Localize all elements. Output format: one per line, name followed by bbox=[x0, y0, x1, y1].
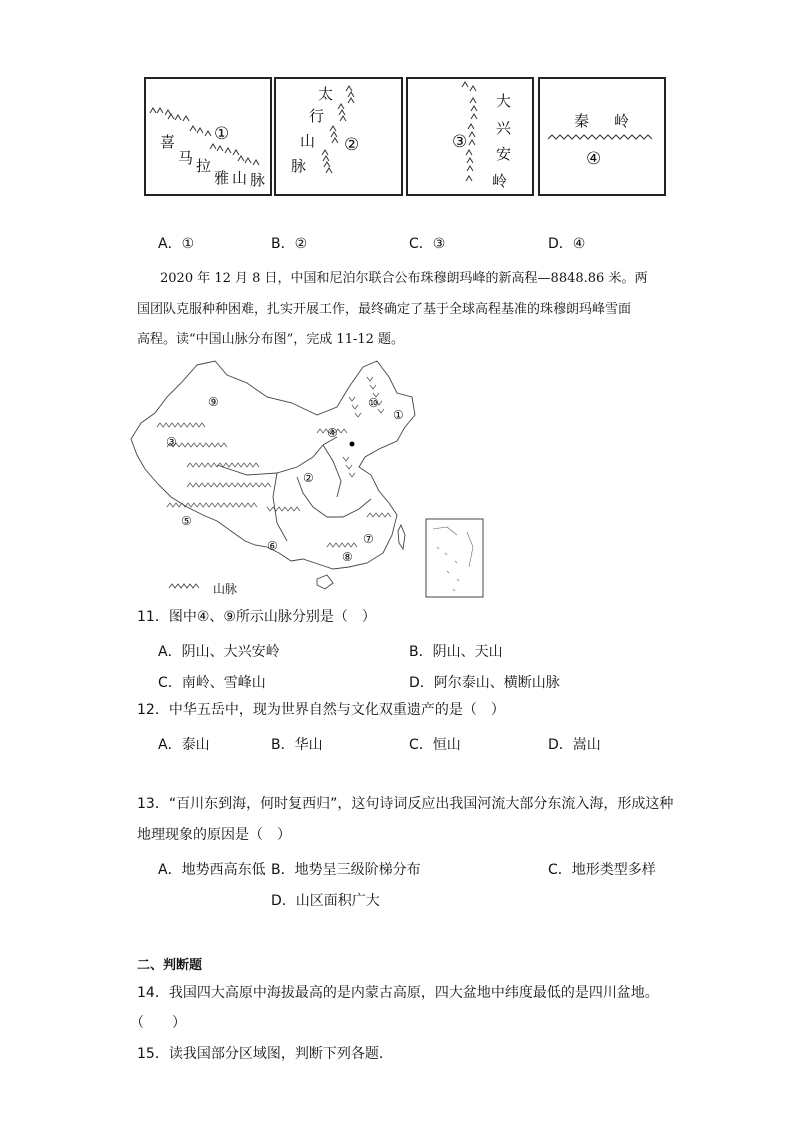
q12-option-d[interactable]: D．嵩山 bbox=[548, 737, 601, 753]
q13-option-d[interactable]: D．山区面积广大 bbox=[271, 893, 380, 909]
q13-stem-line-2: 地理现象的原因是（ ） bbox=[137, 827, 291, 843]
q13-option-b[interactable]: B．地势呈三级阶梯分布 bbox=[271, 862, 421, 878]
box4-circle-label: ④ bbox=[586, 149, 602, 169]
mountain-icons-4 bbox=[540, 79, 664, 194]
box4-char-2: 岭 bbox=[614, 112, 630, 130]
box1-circle-label: ① bbox=[214, 124, 230, 144]
hainan-island bbox=[317, 575, 333, 589]
box4-char-1: 秦 bbox=[574, 112, 590, 130]
q15-stem: 15．读我国部分区域图，判断下列各题． bbox=[137, 1046, 393, 1062]
box2-circle-label: ② bbox=[344, 135, 360, 155]
q10-option-d[interactable]: D．④ bbox=[548, 236, 586, 252]
q12-option-b[interactable]: B．华山 bbox=[271, 737, 323, 753]
q13-stem-line-1: 13．“百川东到海，何时复西归”，这句诗词反应出我国河流大部分东流入海，形成这种 bbox=[137, 796, 674, 812]
map-label-4: ④ bbox=[327, 426, 338, 440]
inner-boundary-1 bbox=[217, 437, 337, 475]
map-label-10: ⑩ bbox=[368, 396, 379, 410]
box2-char-4: 脉 bbox=[291, 157, 307, 175]
legend-mountain-symbol bbox=[169, 584, 199, 588]
q11-option-c[interactable]: C．南岭、雪峰山 bbox=[158, 675, 266, 691]
q12-option-c[interactable]: C．恒山 bbox=[409, 737, 461, 753]
q13-option-c[interactable]: C．地形类型多样 bbox=[548, 862, 656, 878]
capital-marker bbox=[350, 442, 355, 447]
q11-stem: 11．图中④、⑨所示山脉分别是（ ） bbox=[137, 609, 376, 625]
box1-char-6: 脉 bbox=[250, 171, 266, 189]
legend-label: 山脉 bbox=[213, 582, 238, 596]
map-box-4 bbox=[538, 77, 666, 196]
passage-line-2: 国团队克服种种困难，扎实开展工作，最终确定了基于全球高程基准的珠穆朗玛峰雪面 bbox=[137, 302, 632, 317]
box3-char-3: 安 bbox=[496, 145, 512, 163]
box2-char-2: 行 bbox=[309, 107, 325, 125]
q11-option-b[interactable]: B．阴山、天山 bbox=[409, 644, 503, 660]
south-china-sea-inset bbox=[426, 519, 483, 597]
box3-char-1: 大 bbox=[496, 92, 512, 110]
map-label-8: ⑧ bbox=[342, 550, 353, 564]
box3-char-2: 兴 bbox=[496, 119, 512, 137]
box3-char-4: 岭 bbox=[492, 172, 508, 190]
mountain-icons-2 bbox=[276, 79, 401, 194]
q14-answer-blank[interactable]: （ ） bbox=[130, 1015, 186, 1031]
q10-option-b[interactable]: B．② bbox=[271, 236, 308, 252]
q12-option-a[interactable]: A．泰山 bbox=[158, 737, 210, 753]
q11-option-d[interactable]: D．阿尔泰山、横断山脉 bbox=[409, 675, 560, 691]
map-box-2 bbox=[274, 77, 403, 196]
box1-char-5: 山 bbox=[232, 169, 248, 187]
map-label-1: ① bbox=[393, 408, 404, 422]
map-label-6: ⑥ bbox=[267, 539, 278, 553]
box1-char-1: 喜 bbox=[160, 133, 176, 151]
map-label-9: ⑨ bbox=[208, 395, 219, 409]
passage-line-3: 高程。读“中国山脉分布图”，完成 11-12 题。 bbox=[137, 332, 405, 347]
mountain-icons-3 bbox=[408, 79, 532, 194]
map-label-3: ③ bbox=[166, 435, 177, 449]
box1-char-3: 拉 bbox=[196, 157, 212, 175]
map-label-2: ② bbox=[303, 471, 314, 485]
q10-option-a[interactable]: A．① bbox=[158, 236, 195, 252]
taiwan-island bbox=[398, 525, 405, 549]
box3-circle-label: ③ bbox=[452, 132, 468, 152]
passage-line-1: 2020 年 12 月 8 日，中国和尼泊尔联合公布珠穆朗玛峰的新高程—8848.86 米。两 bbox=[160, 271, 648, 286]
map-label-7: ⑦ bbox=[363, 532, 374, 546]
map-box-3 bbox=[406, 77, 534, 196]
q11-option-a[interactable]: A．阴山、大兴安岭 bbox=[158, 644, 280, 660]
box1-char-2: 马 bbox=[178, 149, 194, 167]
box2-char-3: 山 bbox=[300, 132, 316, 150]
china-mountain-map bbox=[127, 357, 492, 602]
box2-char-1: 太 bbox=[318, 85, 334, 103]
mountain-chains bbox=[157, 377, 391, 547]
q10-option-c[interactable]: C．③ bbox=[409, 236, 446, 252]
box1-char-4: 雅 bbox=[214, 169, 230, 187]
section-heading-judgement: 二、判断题 bbox=[137, 958, 203, 973]
q13-option-a[interactable]: A．地势西高东低 bbox=[158, 862, 266, 878]
map-label-5: ⑤ bbox=[181, 514, 192, 528]
q12-stem: 12．中华五岳中，现为世界自然与文化双重遗产的是（ ） bbox=[137, 702, 505, 718]
inner-boundary-4 bbox=[323, 445, 341, 497]
q14-stem: 14．我国四大高原中海拔最高的是内蒙古高原，四大盆地中纬度最低的是四川盆地。 bbox=[137, 985, 659, 1001]
map-box-1 bbox=[144, 77, 272, 196]
